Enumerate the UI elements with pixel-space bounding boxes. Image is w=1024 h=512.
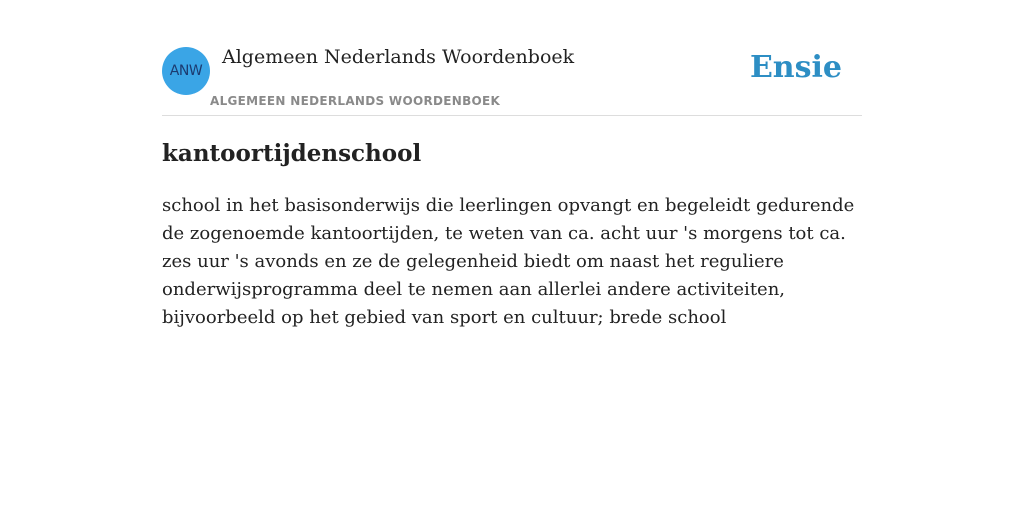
logo-text: ANW [169, 63, 203, 79]
ensie-brand-logo[interactable]: Ensie [749, 50, 842, 85]
dictionary-title-link[interactable]: Algemeen Nederlands Woordenboek [222, 46, 575, 68]
dictionary-header [162, 0, 862, 116]
anw-logo[interactable] [162, 47, 210, 95]
entry-page [162, 0, 862, 328]
entry-definition: school in het basisonderwijs die leerlingen opvangt en begeleidt gedurende de zogenoemde kantoortijden, te weten van ca. acht uur 's morgens tot ca. zes uur 's avonds en ze de gelegenheid biedt om naast het reguliere onderwijsprogramma deel te nemen aan allerlei andere activiteiten, bijvoorbeeld op het gebied van sport en cultuur; brede school [162, 195, 855, 328]
dictionary-subtitle: ALGEMEEN NEDERLANDS WOORDENBOEK [210, 94, 501, 108]
entry-word: kantoortijdenschool [162, 140, 422, 167]
